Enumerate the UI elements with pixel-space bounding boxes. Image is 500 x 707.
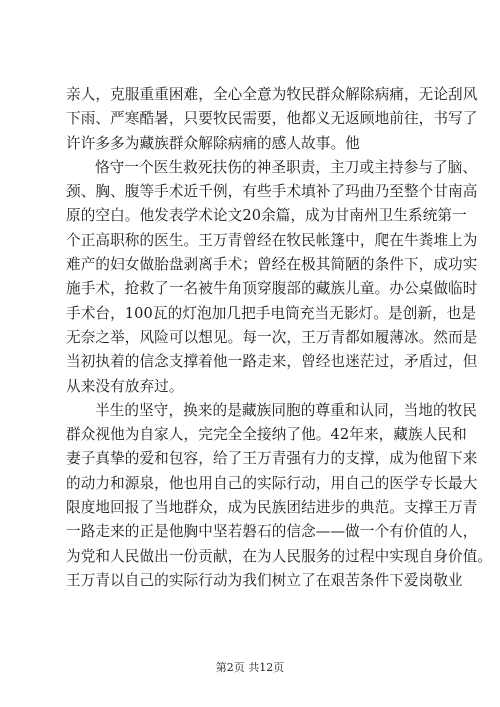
text-line: 当初执着的信念支撑着他一路走来，曾经也迷茫过，矛盾过，但 — [66, 353, 478, 371]
text-line: 无奈之举，风险可以想见。每一次，王万青都如履薄冰。然而是 — [66, 328, 478, 346]
text-line: 施手术，抢救了一名被牛角顶穿腹部的藏族儿童。办公桌做临时 — [66, 280, 478, 298]
text-line: 颈、胸、腹等手术近千例，有些手术填补了玛曲乃至整个甘南高 — [66, 183, 478, 201]
text-line: 群众视他为自家人，完完全全接纳了他。42年来，藏族人民和 — [66, 426, 467, 444]
text-line: 限度地回报了当地群众，成为民族团结进步的典范。支撑王万青 — [66, 499, 478, 517]
text-line: 为党和人民做出一份贡献，在为人民服务的过程中实现自身价值。 — [66, 547, 493, 565]
text-line: 亲人，克服重重困难，全心全意为牧民群众解除病痛，无论刮风 — [66, 86, 478, 103]
text-line: 个正高职称的医生。王万青曾经在牧民帐篷中，爬在牛粪堆上为 — [66, 231, 478, 249]
body-text — [66, 83, 493, 593]
page-footer: 第2页 共12页 — [215, 661, 285, 674]
text-line: 妻子真挚的爱和包容，给了王万青强有力的支撑，成为他留下来 — [66, 450, 478, 468]
text-line: 原的空白。他发表学术论文20余篇，成为甘南州卫生系统第一 — [66, 207, 467, 225]
text-line: 手术台，100瓦的灯泡加几把手电筒充当无影灯。是创新，也是 — [66, 304, 477, 322]
text-line: 下雨、严寒酷暑，只要牧民需要，他都义无返顾地前往，书写了 — [66, 110, 478, 128]
text-line: 王万青以自己的实际行动为我们树立了在艰苦条件下爱岗敬业 — [66, 571, 463, 589]
text-line: 从来没有放弃过。 — [66, 377, 184, 395]
text-line: 许许多多为藏族群众解除病痛的感人故事。他 — [66, 134, 360, 152]
text-line: 一路走来的正是他胸中坚若磐石的信念——做一个有价值的人， — [66, 523, 478, 541]
text-line: 恪守一个医生救死扶伤的神圣职责，主刀或主持参与了脑、 — [95, 158, 478, 176]
text-line: 的动力和源泉，他也用自己的实际行动，用自己的医学专长最大 — [66, 474, 478, 492]
text-line: 半生的坚守，换来的是藏族同胞的尊重和认同，当地的牧民 — [95, 401, 478, 419]
text-line: 难产的妇女做胎盘剥离手术；曾经在极其简陋的条件下，成功实 — [66, 256, 478, 274]
